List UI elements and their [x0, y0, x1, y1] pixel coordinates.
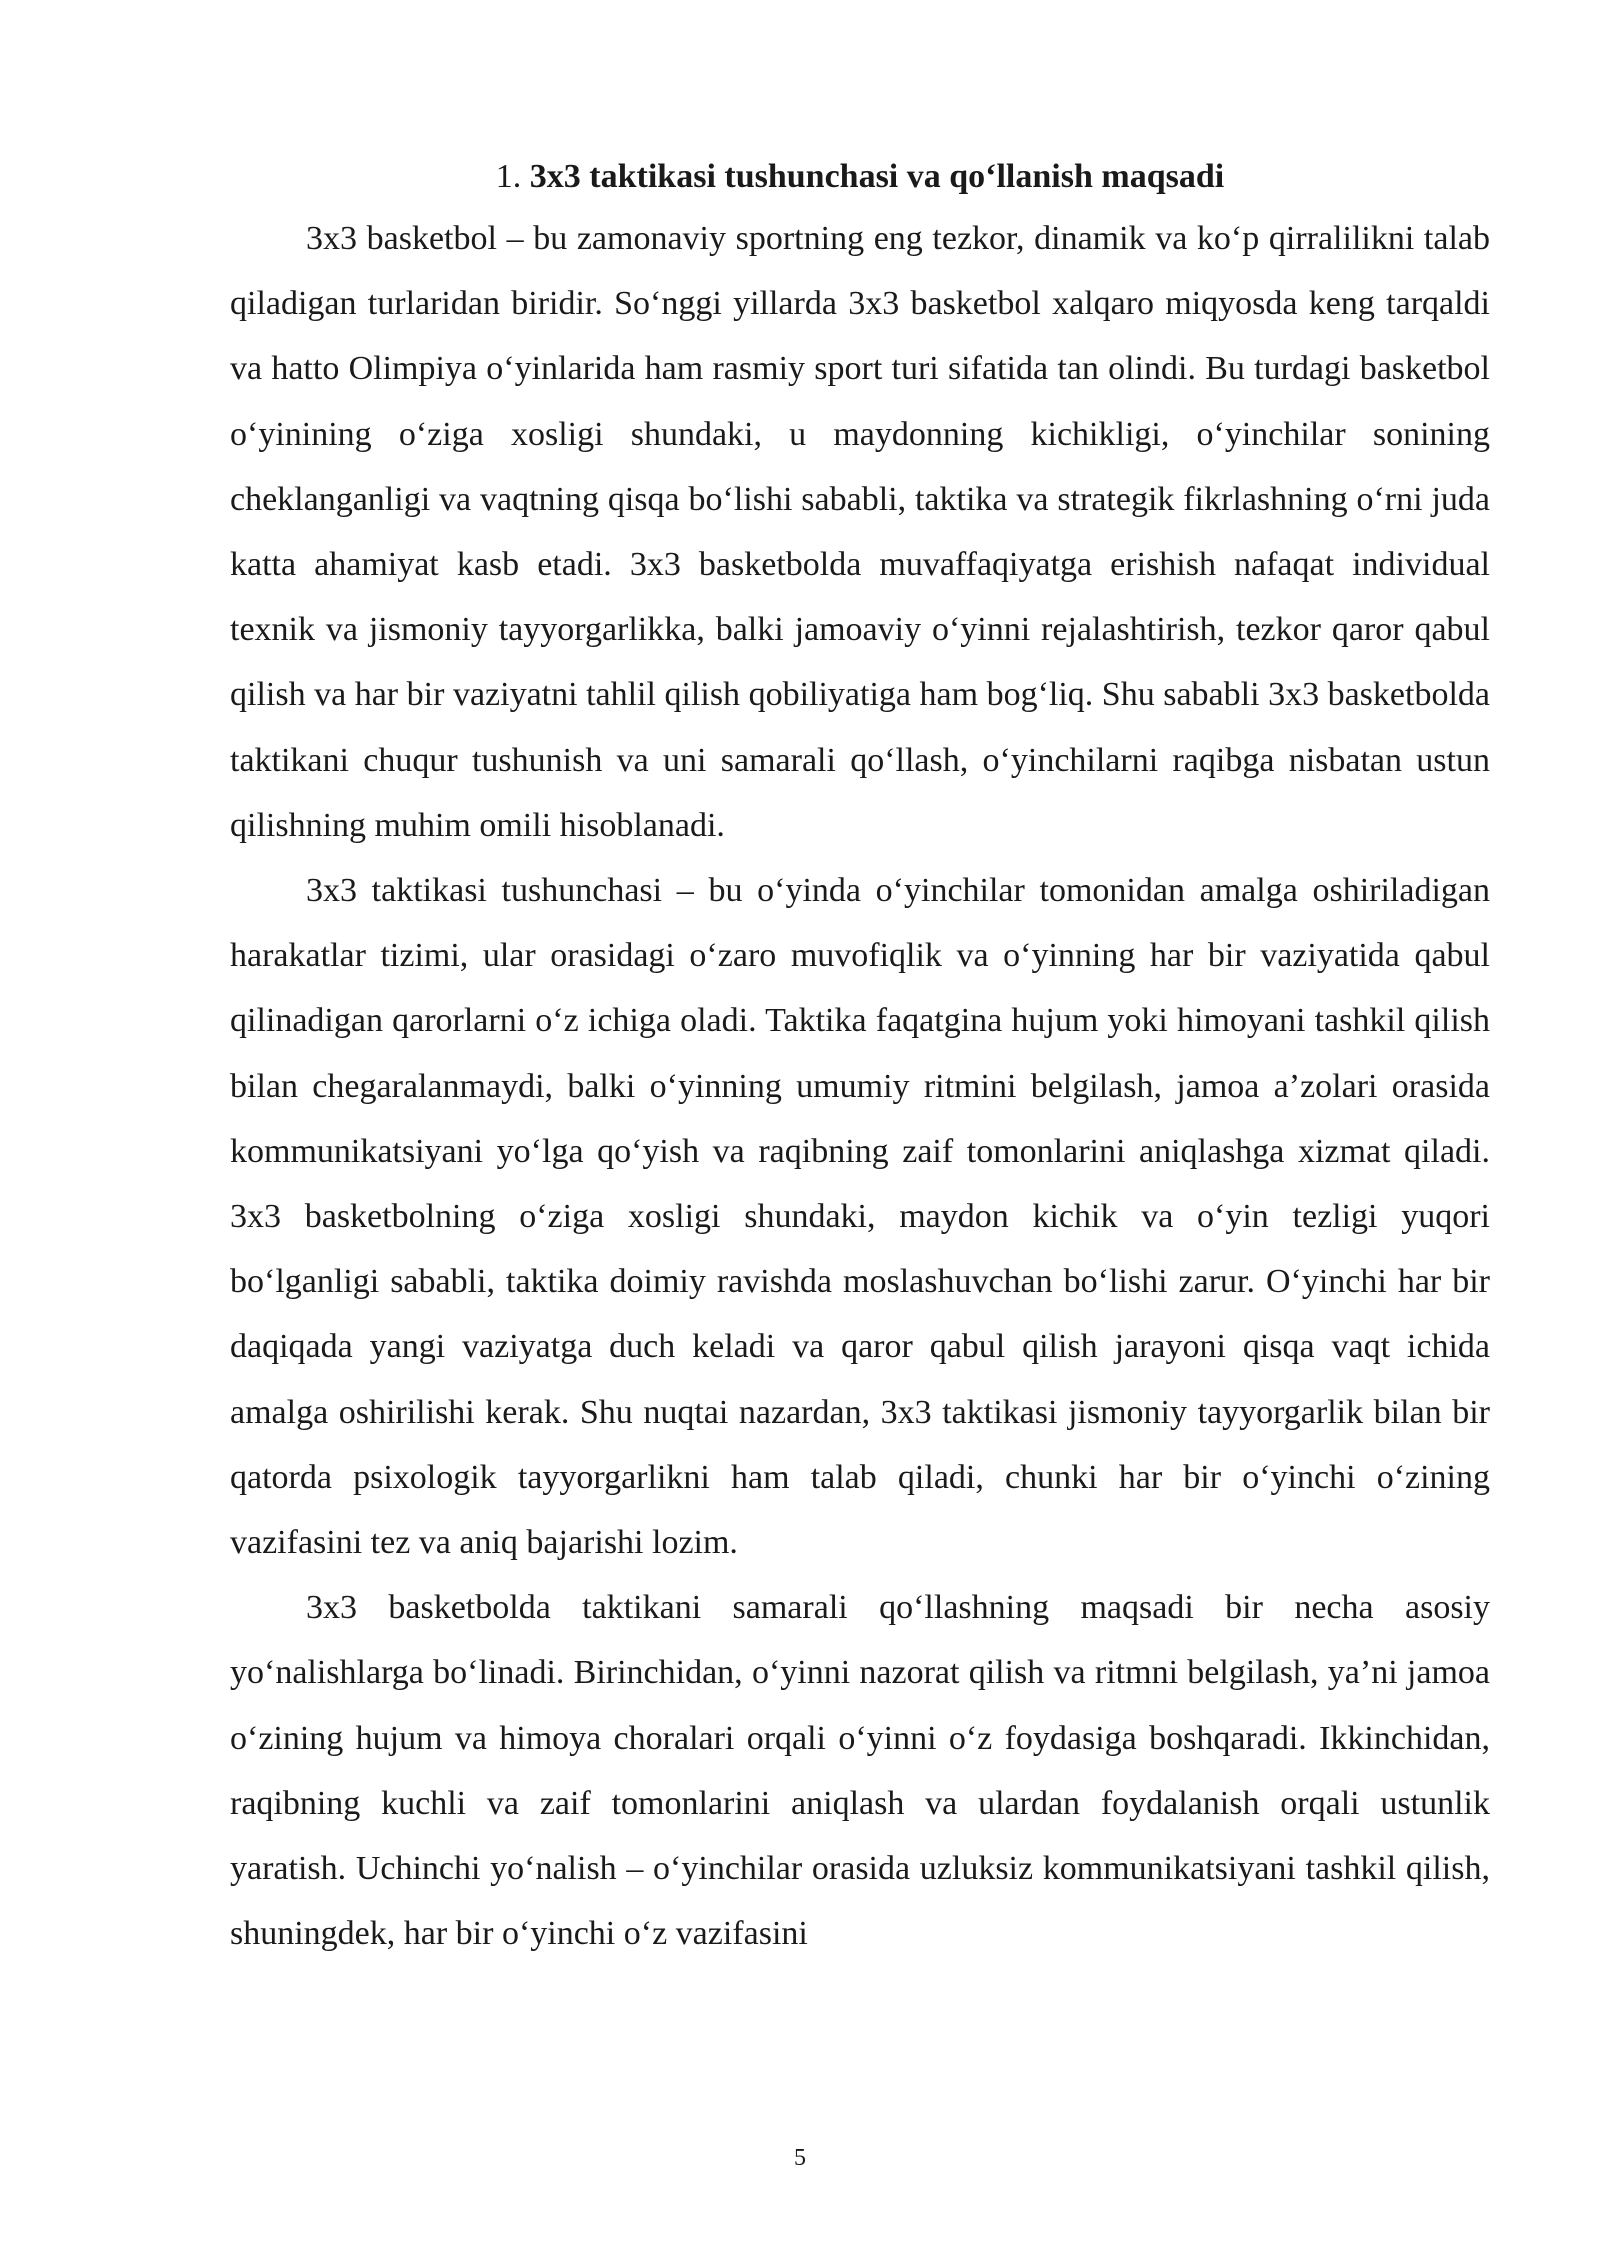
paragraph-3: 3x3 basketbolda taktikani samarali qo‘llashning maqsadi bir necha asosiy yo‘nalishlarga bo‘linadi. Birinchidan, o‘yinni nazorat qilish va ritmni belgilash, ya’ni jamoa o‘zining hujum va himoya choralari orqali o‘yinni o‘z foydasiga boshqaradi. Ikkinchidan, raqibning kuchli va zaif tomonlarini aniqlash va ulardan foydalanish orqali ustunlik yaratish. Uchinchi yo‘nalish – o‘yinchilar orasida uzluksiz kommunikatsiyani tashkil qilish, shuningdek, har bir o‘yinchi o‘z vazifasini: [230, 1589, 1490, 1953]
page-number: 5: [794, 2145, 806, 2171]
section-number: 1: [495, 158, 513, 195]
section-heading: [230, 148, 1490, 206]
paragraph-2: 3x3 taktikasi tushunchasi – bu o‘yinda o‘yinchilar tomonidan amalga oshiriladigan harakatlar tizimi, ular orasidagi o‘zaro muvofiqlik va o‘yinning har bir vaziyatida qabul qilinadigan qarorlarni o‘z ichiga oladi. Taktika faqatgina hujum yoki himoyani tashkil qilish bilan chegaralanmaydi, balki o‘yinning umumiy ritmini belgilash, jamoa a’zolari orasida kommunikatsiyani yo‘lga qo‘yish va raqibning zaif tomonlarini aniqlashga xizmat qiladi. 3x3 basketbolning o‘ziga xosligi shundaki, maydon kichik va o‘yin tezligi yuqori bo‘lganligi sababli, taktika doimiy ravishda moslashuvchan bo‘lishi zarur. O‘yinchi har bir daqiqada yangi vaziyatga duch keladi va qaror qabul qilish jarayoni qisqa vaqt ichida amalga oshirilishi kerak. Shu nuqtai nazardan, 3x3 taktikasi jismoniy tayyorgarlik bilan bir qatorda psixologik tayyorgarlikni ham talab qiladi, chunki har bir o‘yinchi o‘zining vazifasini tez va aniq bajarishi lozim.: [230, 872, 1490, 1562]
section-separator: .: [512, 158, 530, 195]
document-page: [230, 148, 1490, 1966]
section-title: 3x3 taktikasi tushunchasi va qo‘llanish maqsadi: [529, 158, 1225, 195]
paragraph-1: 3x3 basketbol – bu zamonaviy sportning eng tezkor, dinamik va ko‘p qirralilikni talab qiladigan turlaridan biridir. So‘nggi yillarda 3x3 basketbol xalqaro miqyosda keng tarqaldi va hatto Olimpiya o‘yinlarida ham rasmiy sport turi sifatida tan olindi. Bu turdagi basketbol o‘yinining o‘ziga xosligi shundaki, u maydonning kichikligi, o‘yinchilar sonining cheklanganligi va vaqtning qisqa bo‘lishi sababli, taktika va strategik fikrlashning o‘rni juda katta ahamiyat kasb etadi. 3x3 basketbolda muvaffaqiyatga erishish nafaqat individual texnik va jismoniy tayyorgarlikka, balki jamoaviy o‘yinni rejalashtirish, tezkor qaror qabul qilish va har bir vaziyatni tahlil qilish qobiliyatiga ham bog‘liq. Shu sababli 3x3 basketbolda taktikani chuqur tushunish va uni samarali qo‘llash, o‘yinchilarni raqibga nisbatan ustun qilishning muhim omili hisoblanadi.: [230, 220, 1490, 844]
